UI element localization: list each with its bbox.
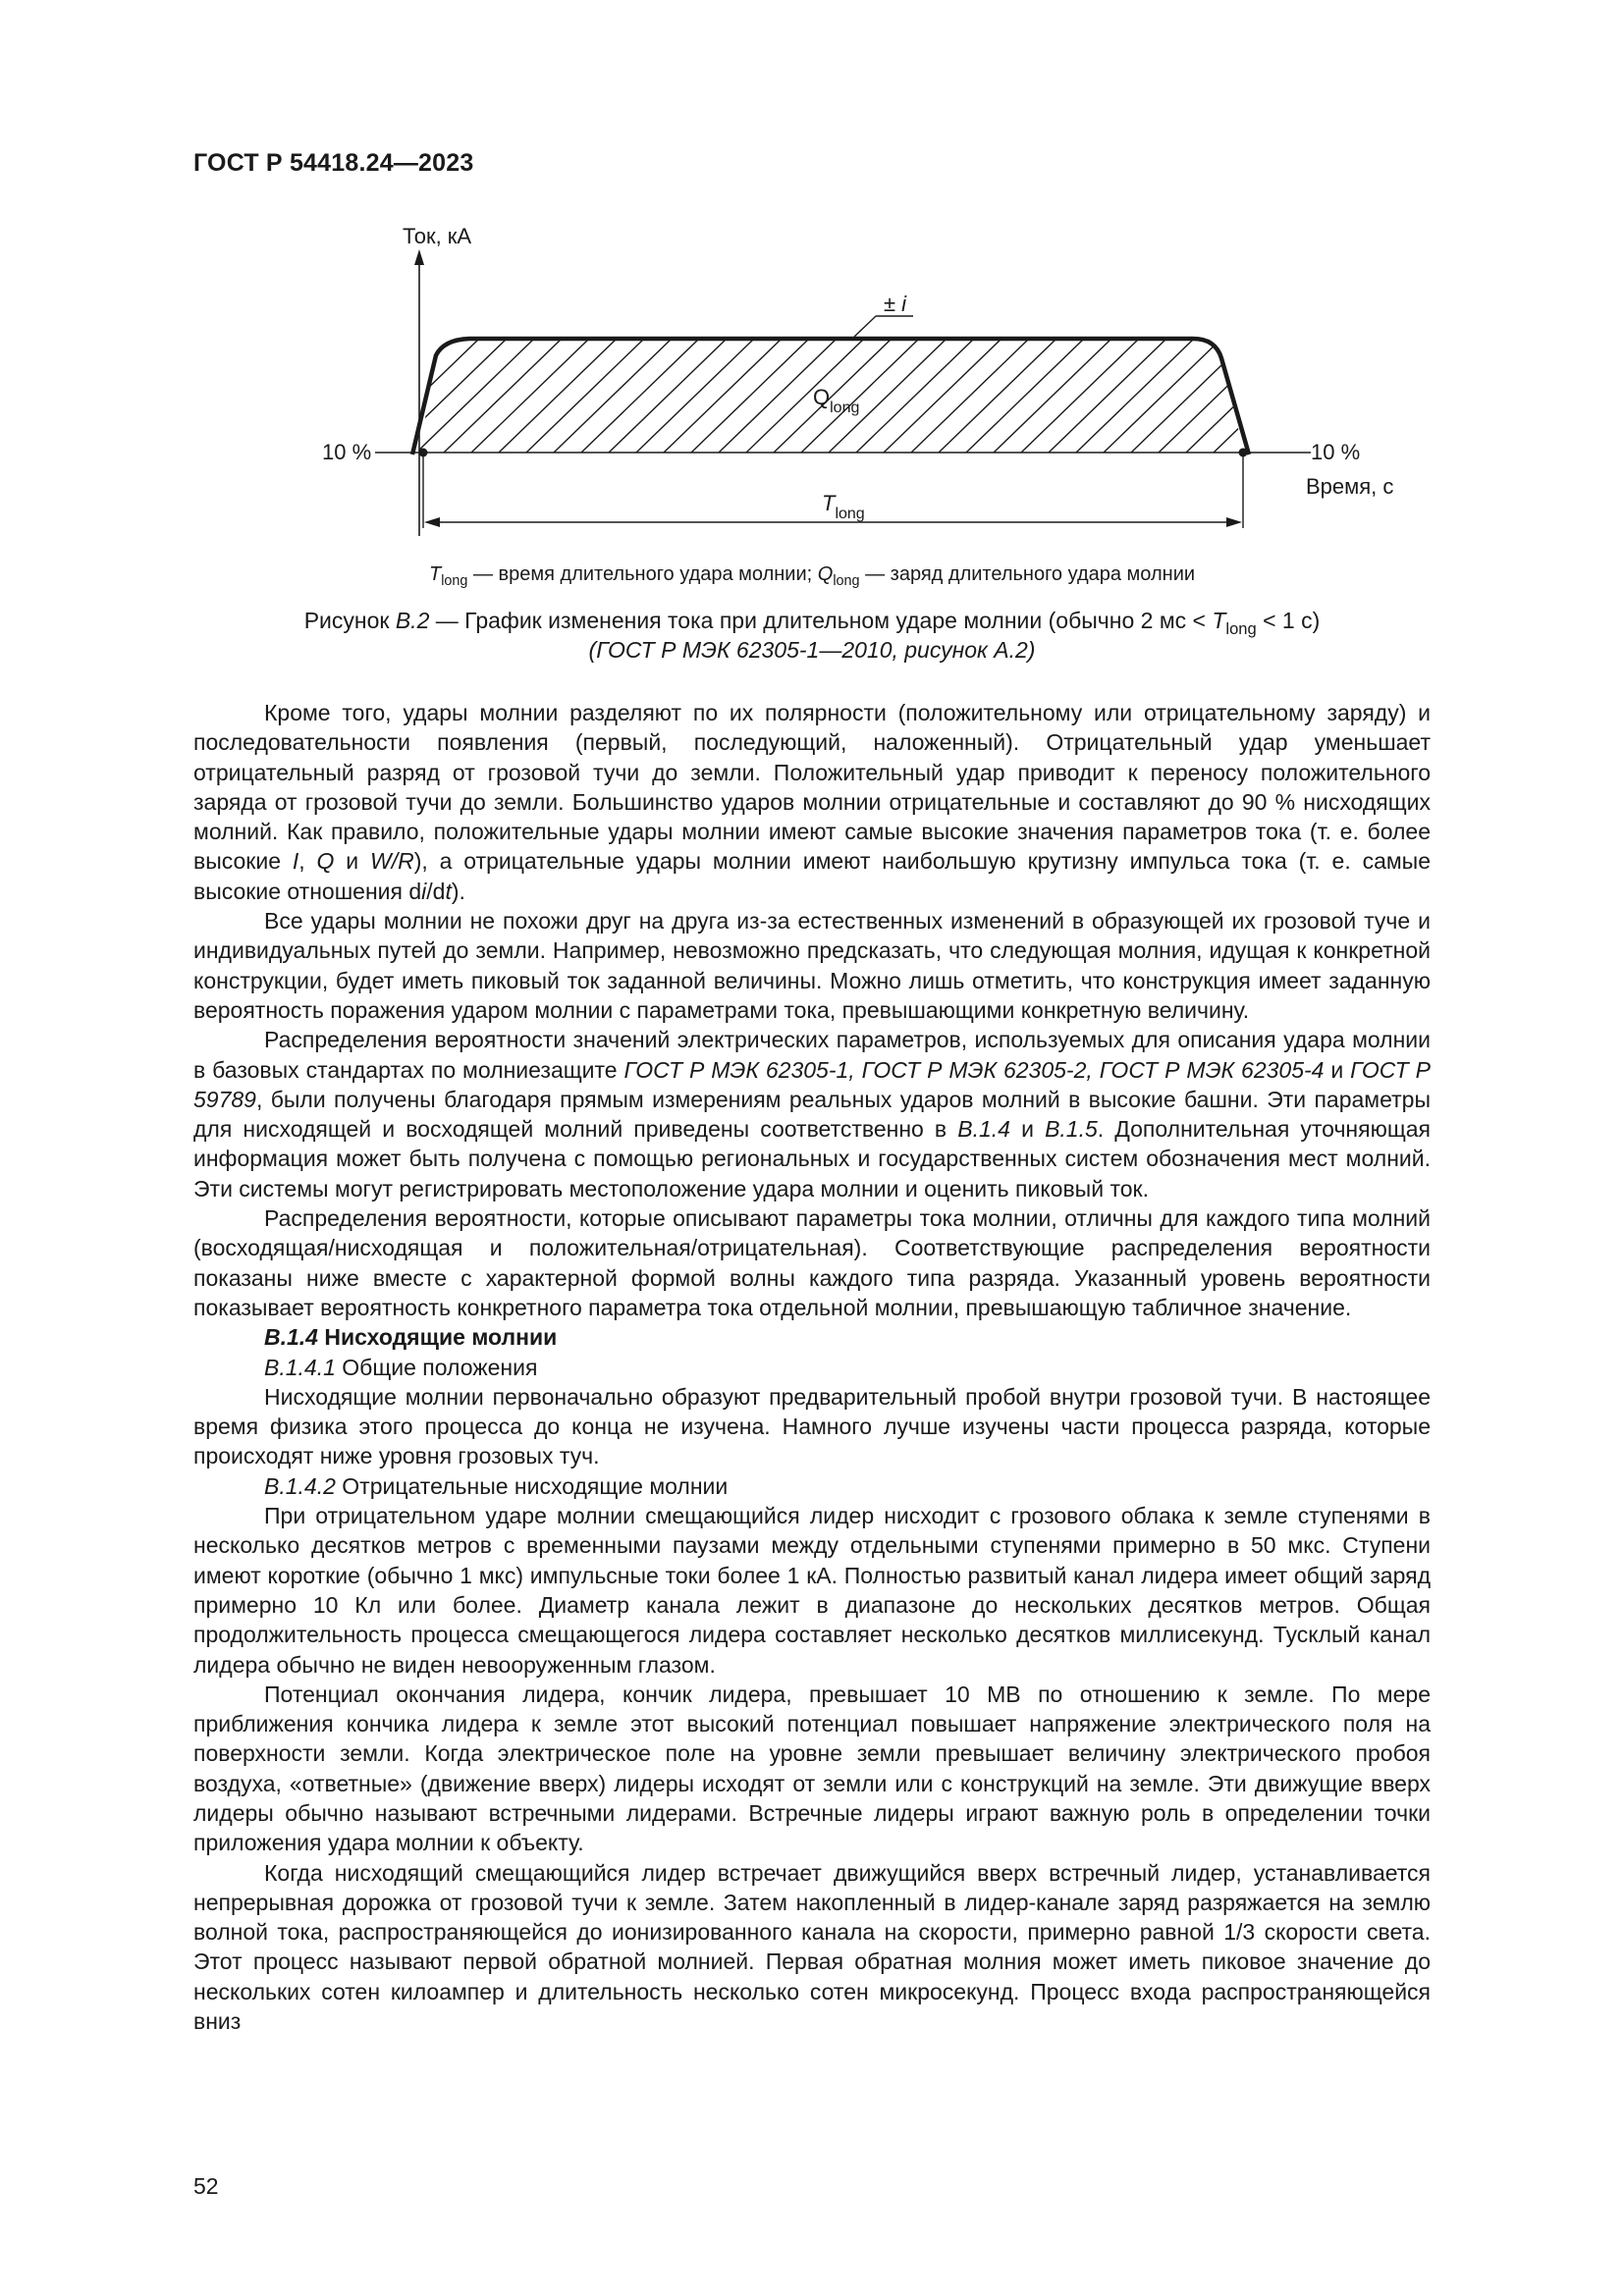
t-long-label: $T_{long}$ bbox=[822, 491, 865, 522]
pm-i-leader bbox=[854, 316, 876, 337]
x-axis-label: Время, с bbox=[1306, 474, 1394, 499]
body-text bbox=[193, 698, 1431, 2036]
figure-legend: $T_{long}$ — время длительного удара молнии; $Q_{long}$ — заряд длительного удара молнии bbox=[428, 563, 1196, 590]
current-waveform-chart bbox=[295, 216, 1424, 540]
paragraph: При отрицательном ударе молнии смещающийся лидер нисходит с грозового облака к земле ступенями в несколько десятков метров с временными паузами между отдельными ступенями примерно в 50 мкс. Ступени имеют короткие (обычно 1 мкс) импульсные токи более 1 кА. Полностью развитый канал лидера имеет общий заряд примерно 10 Кл или более. Диаметр канала лежит в диапазоне до нескольких десятков метров. Общая продолжительность процесса смещающегося лидера составляет несколько десятков миллисекунд. Тусклый канал лидера обычно не виден невооруженным глазом. bbox=[193, 1503, 1431, 1678]
level-label-left: 10 % bbox=[322, 440, 372, 464]
subsection-heading: В.1.4.2 Отрицательные нисходящие молнии bbox=[264, 1472, 729, 1499]
y-axis-label: Ток, кА bbox=[403, 224, 472, 248]
paragraph: Кроме того, удары молнии разделяют по их полярности (положительному или отрицательному заряду) и последовательности появления (первый, последующий, наложенный). Отрицательный удар уменьшает отрицательный разряд от грозовой тучи до земли. Положительный удар приводит к переносу положительного заряда от грозовой тучи до земли. Большинство ударов молнии отрицательные и составляют до 90 % нисходящих молний. Как правило, положительные удары молнии имеют самые высокие значения параметров тока (т. е. более высокие I, Q и W/R), а отрицательные удары молнии имеют наибольшую крутизну импульса тока (т. е. самые высокие отношения di/dt). bbox=[193, 700, 1431, 904]
level-label-right: 10 % bbox=[1311, 440, 1361, 464]
q-long-label: $Q_{long}$ bbox=[813, 385, 860, 416]
caption-source: (ГОСТ Р МЭК 62305-1—2010, рисунок А.2) bbox=[588, 637, 1036, 663]
arrow-left-icon bbox=[424, 517, 440, 527]
paragraph: Нисходящие молнии первоначально образуют предварительный пробой внутри грозовой тучи. В настоящее время физика этого процесса до конца не изучена. Намного лучше изучены части процесса разряда, которые происходят ниже уровня грозовых туч. bbox=[193, 1383, 1431, 1469]
document-header: ГОСТ Р 54418.24—2023 bbox=[193, 149, 474, 177]
figure-caption: Рисунок В.2 — График изменения тока при длительном ударе молнии (обычно 2 мс < $T_{long} < 1$ с) (ГОСТ Р МЭК 62305-1—2010, рисунок А.2) bbox=[303, 608, 1321, 663]
y-axis-arrow-icon bbox=[414, 249, 424, 265]
paragraph: Распределения вероятности, которые описывают параметры тока молнии, отличны для каждого типа молний (восходящая/нисходящая и положительная/отрицательная). Соответствующие распределения вероятности показаны ниже вместе с характерной формой волны каждого типа разряда. Указанный уровень вероятности показывает вероятность конкретного параметра тока отдельной молнии, превышающую табличное значение. bbox=[193, 1205, 1431, 1320]
figure-current-graph bbox=[295, 216, 1424, 540]
paragraph: Все удары молнии не похожи друг на друга из-за естественных изменений в образующей их грозовой туче и индивидуальных путей до земли. Например, невозможно предсказать, что следующая молния, идущая к конкретной конструкции, будет иметь пиковый ток заданной величины. Можно лишь отметить, что конструкция имеет заданную вероятность поражения ударом молнии с параметрами тока, превышающими конкретную величину. bbox=[193, 908, 1431, 1023]
paragraph: Распределения вероятности значений электрических параметров, используемых для описания удара молнии в базовых стандартах по молниезащите ГОСТ Р МЭК 62305-1, ГОСТ Р МЭК 62305-2, ГОСТ Р МЭК 62305-4 и ГОСТ Р 59789, были получены благодаря прямым измерениям реальных ударов молний в высокие башни. Эти параметры для нисходящей и восходящей молний приведены соответственно в В.1.4 и В.1.5. Дополнительная уточняющая информация может быть получена с помощью региональных и государственных систем обозначения мест молний. Эти системы могут регистрировать местоположение удара молнии и оценить пиковый ток. bbox=[193, 1027, 1431, 1201]
charge-hatching bbox=[196, 339, 1331, 453]
paragraph: Потенциал окончания лидера, кончик лидера, превышает 10 МВ по отношению к земле. По мере приближения кончика лидера к земле этот высокий потенциал повышает напряжение электрического поля на поверхности земли. Когда электрическое поле на уровне земли превышает величину электрического пробоя воздуха, «ответные» (движение вверх) лидеры исходят от земли или с конструкций на земле. Эти движущие вверх лидеры обычно называют встречными лидерами. Встречные лидеры играют важную роль в определении точки приложения удара молнии к объекту. bbox=[193, 1681, 1431, 1856]
paragraph: Когда нисходящий смещающийся лидер встречает движущийся вверх встречный лидер, устанавливается непрерывная дорожка от грозовой тучи к земле. Затем накопленный в лидер-канале заряд разряжается на землю волной тока, распространяющейся до ионизированного канала на скорости, примерно равной 1/3 скорости света. Этот процесс называют первой обратной молнией. Первая обратная молния может иметь пиковое значение до нескольких сотен килоампер и длительность несколько сотен микросекунд. Процесс входа распространяющейся вниз bbox=[193, 1859, 1431, 2035]
arrow-right-icon bbox=[1226, 517, 1242, 527]
subsection-heading: В.1.4.1 Общие положения bbox=[264, 1354, 538, 1380]
section-heading: В.1.4 Нисходящие молнии bbox=[264, 1324, 558, 1351]
page-number: 52 bbox=[193, 2173, 219, 2199]
pm-i-label: ± i bbox=[884, 292, 907, 316]
